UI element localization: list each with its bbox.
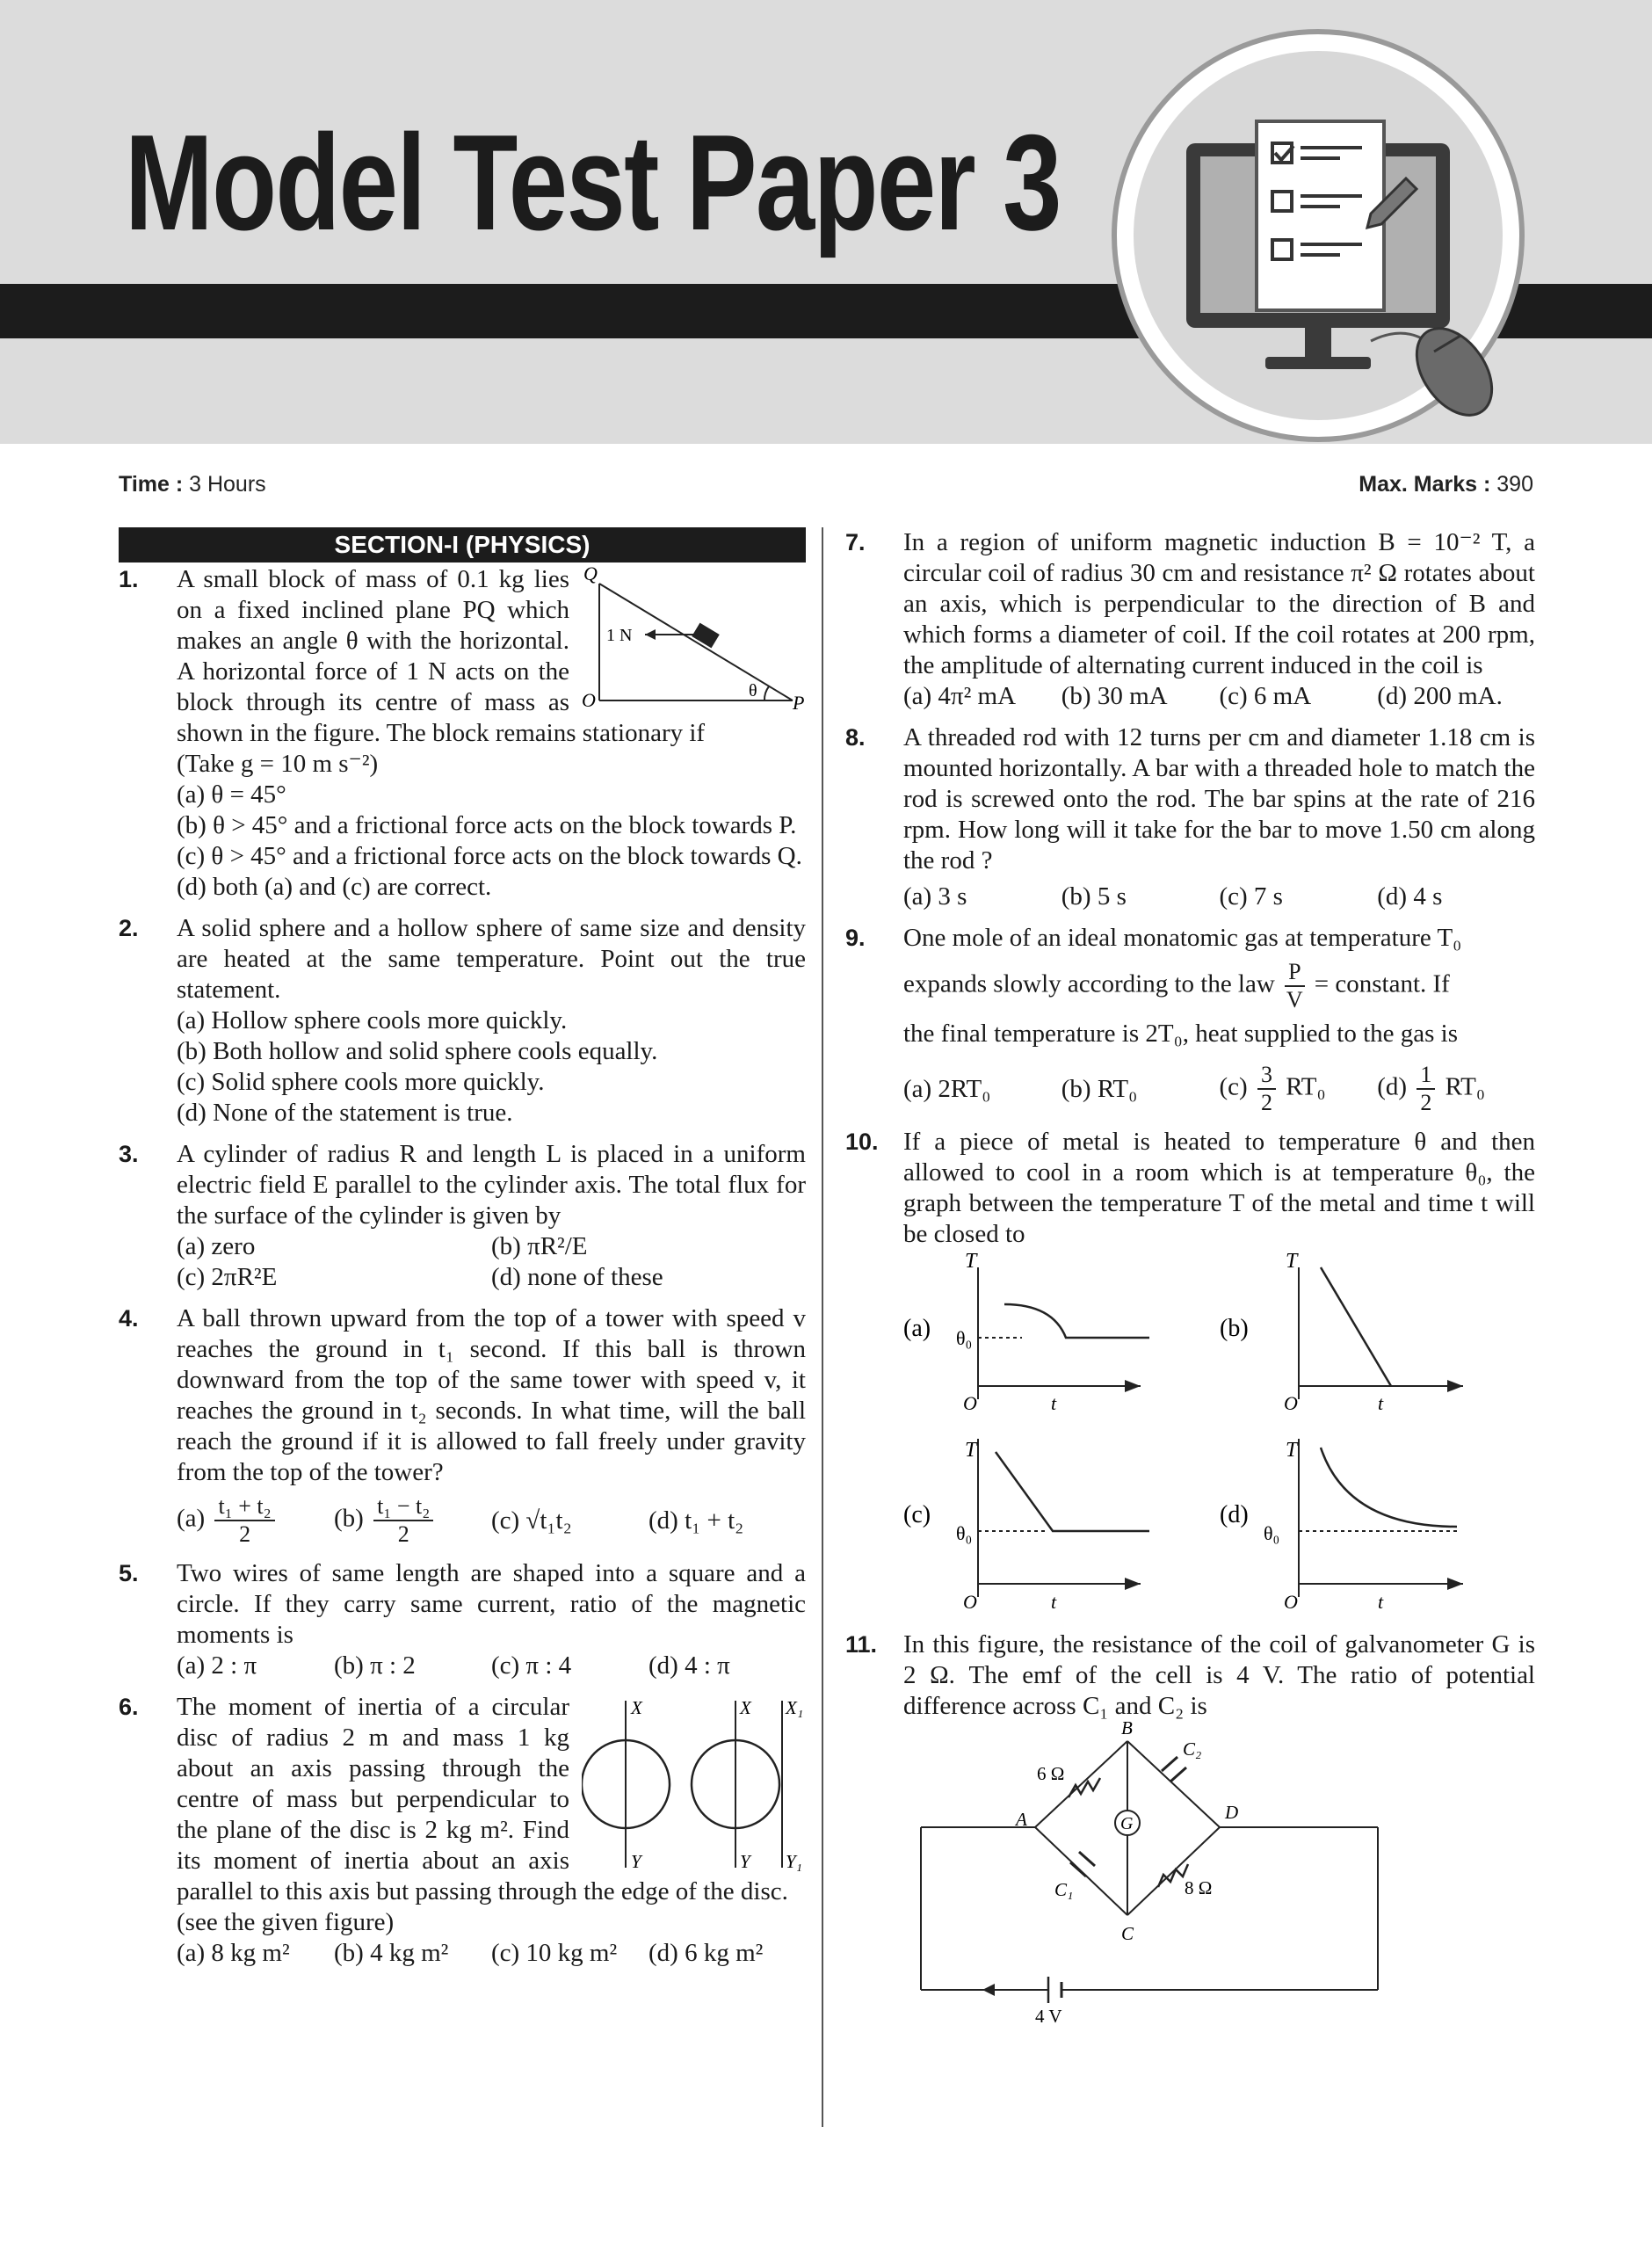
origin: O [1284, 1392, 1298, 1414]
question-10 [845, 1127, 1535, 1619]
disc-axes-figure [582, 1692, 806, 1876]
axis-t: T [1286, 1439, 1298, 1462]
option-a: (a) Hollow sphere cools more quickly. [177, 1006, 568, 1034]
time: t [1378, 1591, 1384, 1613]
test-computer-emblem [1107, 25, 1529, 446]
question-number: 3. [119, 1141, 139, 1167]
option-b: (b) π : 2 [334, 1651, 416, 1680]
question-11 [845, 1629, 1535, 2029]
question-text-line-1: One mole of an ideal monatomic gas at temperature T₀ [903, 924, 1462, 952]
label-q: Q [583, 564, 598, 584]
numerator: P [1285, 959, 1304, 987]
question-number: 10. [845, 1129, 879, 1155]
question-text: If a piece of metal is heated to temperature θ and then allowed to cool in a room which is at temperature θ₀, the graph between the temperature T of the metal and time t will be closed to [903, 1128, 1535, 1248]
option-c [1220, 1062, 1378, 1116]
label-x1: X₁ [786, 1697, 804, 1718]
label-angle: θ [749, 681, 757, 700]
option-c: (c) 7 s [1219, 882, 1283, 911]
question-number: 4. [119, 1305, 139, 1332]
emf-label: 4 V [1035, 2006, 1062, 2027]
node-d: D [1225, 1802, 1239, 1823]
label-x: X [631, 1697, 642, 1718]
option-tail: RT₀ [1286, 1072, 1326, 1101]
options-row [903, 1062, 1535, 1116]
question-note: (see the given figure) [177, 1908, 395, 1936]
node-a: A [1016, 1809, 1027, 1830]
option-d: (d) 200 mA. [1377, 682, 1503, 710]
fraction [1417, 1062, 1435, 1116]
question-number: 2. [119, 915, 139, 941]
options-row [177, 1493, 806, 1548]
label-x-2: X [740, 1697, 751, 1718]
capacitor-c1-label: C₁ [1054, 1879, 1074, 1900]
time-info [119, 472, 266, 497]
denominator: 2 [397, 1521, 409, 1547]
origin: O [963, 1591, 977, 1613]
option-b: (b) θ > 45° and a frictional force acts on the block towards P. [177, 811, 797, 839]
column-divider [822, 527, 823, 2127]
law-text: expands slowly according to the law [903, 969, 1275, 998]
question-1 [119, 564, 806, 903]
option-d: (d) t₁ + t₂ [648, 1506, 744, 1535]
galvanometer-label: G [1120, 1814, 1134, 1833]
label-force: 1 N [606, 626, 633, 645]
origin: O [963, 1392, 977, 1414]
option-d: (d) None of the statement is true. [177, 1099, 513, 1127]
question-number: 9. [845, 925, 866, 951]
option-label: (b) [334, 1504, 364, 1533]
marks-label: Max. Marks : [1359, 472, 1491, 497]
theta0: θ₀ [1264, 1522, 1280, 1544]
question-7 [845, 527, 1535, 712]
question-text: A small block of mass of 0.1 kg lies on a fixed inclined plane PQ which makes an angle θ with the horizontal. A horizontal force of 1 N acts on the block through its centre of mass as shown in the figure. The block remains stationary if [177, 565, 706, 747]
option-a: (a) 2 : π [177, 1651, 257, 1680]
question-text: In a region of uniform magnetic induction B = 10⁻² T, a circular coil of radius 30 cm and resistance π² Ω rotates about an axis, which is perpendicular to the direction of B and which forms a diameter of coil. If the coil rotates at 200 rpm, the amplitude of alternating current induced in the coil is [903, 528, 1535, 679]
label-y-2: Y [740, 1851, 750, 1872]
time: t [1051, 1392, 1057, 1414]
question-6 [119, 1692, 806, 1969]
node-c: C [1121, 1923, 1134, 1944]
option-b: (b) 5 s [1061, 882, 1127, 911]
marks-info [1359, 472, 1533, 497]
label-b: (b) [1220, 1315, 1249, 1342]
option-label: (c) [1219, 1072, 1248, 1101]
question-number: 5. [119, 1560, 139, 1586]
label-o: O [582, 689, 596, 711]
label-y: Y [631, 1851, 641, 1872]
numerator: t₁ + t₂ [214, 1493, 274, 1521]
bridge-circuit [903, 1722, 1535, 2029]
label-p: P [793, 692, 805, 714]
question-number: 7. [845, 529, 866, 555]
option-c: (c) 2πR²E [177, 1263, 278, 1291]
option-label: (d) [1377, 1072, 1408, 1101]
label-d: (d) [1220, 1501, 1249, 1528]
label-y1: Y₁ [786, 1851, 802, 1872]
time: t [1378, 1392, 1384, 1414]
question-number: 1. [119, 566, 139, 592]
axis-t: T [965, 1250, 977, 1273]
option-c: (c) √t₁t₂ [491, 1506, 572, 1535]
page-title: Model Test Paper 3 [125, 106, 1061, 258]
question-number: 8. [845, 724, 866, 751]
section-heading: SECTION-I (PHYSICS) [119, 527, 806, 562]
left-column [119, 527, 806, 1979]
question-3 [119, 1139, 806, 1293]
question-4 [119, 1303, 806, 1548]
axis-t: T [1286, 1250, 1298, 1273]
numerator: 1 [1417, 1062, 1435, 1090]
option-d [1377, 1062, 1535, 1116]
question-text-line-2 [903, 959, 1535, 1013]
resistor-6-label: 6 Ω [1037, 1763, 1065, 1784]
question-text: A ball thrown upward from the top of a tower with speed v reaches the ground in t₁ second. If this ball is thrown downward from the top of the same tower with speed v, it reaches the ground in t₂ seconds. In what time, will the ball reach the ground if it is allowed to fall freely under gravity from the top of the tower? [177, 1304, 806, 1486]
option-a: (a) 2RT₀ [903, 1074, 991, 1103]
question-8 [845, 722, 1535, 912]
law-tail: = constant. If [1314, 969, 1450, 998]
options-row [903, 681, 1535, 712]
option-d: (d) none of these [491, 1263, 663, 1291]
numerator: 3 [1257, 1062, 1276, 1090]
origin: O [1284, 1591, 1298, 1613]
option-d: (d) 4 s [1377, 882, 1443, 911]
options-grid [177, 1231, 806, 1293]
question-5 [119, 1558, 806, 1681]
option-c: (c) Solid sphere cools more quickly. [177, 1068, 545, 1096]
numerator: t₁ − t₂ [373, 1493, 433, 1521]
fraction [214, 1493, 274, 1548]
question-text: Two wires of same length are shaped into a square and a circle. If they carry same current, ratio of the magnetic moments is [177, 1559, 806, 1649]
option-a: (a) 3 s [903, 882, 967, 911]
theta0: θ₀ [956, 1522, 973, 1544]
option-d: (d) 6 kg m² [648, 1939, 764, 1967]
denominator: 2 [1260, 1090, 1272, 1115]
fraction [373, 1493, 433, 1548]
option-b: (b) πR²/E [491, 1232, 588, 1260]
denominator: V [1286, 987, 1303, 1012]
option-b: (b) RT₀ [1061, 1074, 1138, 1103]
denominator: 2 [239, 1521, 251, 1547]
options-row [177, 1651, 806, 1681]
resistor-8-label: 8 Ω [1185, 1877, 1213, 1898]
marks-value: 390 [1496, 472, 1533, 497]
option-b: (b) Both hollow and solid sphere cools equally. [177, 1037, 658, 1065]
question-2 [119, 913, 806, 1129]
time-value: 3 Hours [189, 472, 266, 497]
question-text-line-3: the final temperature is 2T₀, heat supplied to the gas is [903, 1020, 1459, 1048]
node-b: B [1121, 1722, 1133, 1738]
denominator: 2 [1420, 1090, 1432, 1115]
option-c: (c) 6 mA [1219, 682, 1312, 710]
right-column [845, 527, 1535, 2040]
law-fraction [1285, 959, 1304, 1013]
option-b: (b) 30 mA [1061, 682, 1168, 710]
time: t [1051, 1591, 1057, 1613]
option-c: (c) θ > 45° and a frictional force acts on the block towards Q. [177, 842, 802, 870]
option-b [334, 1493, 491, 1548]
question-note: (Take g = 10 m s⁻²) [177, 750, 379, 778]
question-text: A cylinder of radius R and length L is placed in a uniform electric field E parallel to the cylinder axis. The total flux for the surface of the cylinder is given by [177, 1140, 806, 1230]
fraction [1257, 1062, 1276, 1116]
option-c: (c) 10 kg m² [491, 1939, 618, 1967]
question-text: The moment of inertia of a circular disc of radius 2 m and mass 1 kg about an axis passing through the centre of mass but perpendicular to the plane of the disc is 2 kg m². Find its moment of inertia about an axis parallel to this axis but passing through the edge of the disc. [177, 1693, 788, 1905]
option-a: (a) 4π² mA [903, 682, 1017, 710]
inclined-plane-figure [582, 564, 806, 714]
option-a: (a) 8 kg m² [177, 1939, 290, 1967]
question-number: 11. [845, 1631, 878, 1658]
option-d: (d) both (a) and (c) are correct. [177, 873, 492, 901]
capacitor-c2-label: C₂ [1183, 1738, 1202, 1760]
question-text: A threaded rod with 12 turns per cm and diameter 1.18 cm is mounted horizontally. A bar with a threaded hole to match the rod is screwed onto the rod. The bar spins at the rate of 216 rpm. How long will it take for the bar to move 1.50 cm along the rod ? [903, 723, 1535, 875]
option-label: (a) [177, 1504, 206, 1533]
question-text: A solid sphere and a hollow sphere of same size and density are heated at the same temperature. Point out the true statement. [177, 914, 806, 1004]
theta0: θ₀ [956, 1327, 973, 1349]
option-a: (a) θ = 45° [177, 780, 286, 809]
option-c: (c) π : 4 [491, 1651, 572, 1680]
time-label: Time : [119, 472, 184, 497]
cooling-graphs [903, 1250, 1535, 1619]
question-number: 6. [119, 1694, 139, 1720]
options-row [177, 1938, 806, 1969]
question-9 [845, 923, 1535, 1116]
option-b: (b) 4 kg m² [334, 1939, 449, 1967]
label-a: (a) [903, 1315, 931, 1342]
axis-t: T [965, 1439, 977, 1462]
option-a [177, 1493, 334, 1548]
options-row [903, 882, 1535, 912]
option-tail: RT₀ [1445, 1072, 1486, 1101]
option-a: (a) zero [177, 1232, 256, 1260]
question-text: In this figure, the resistance of the coil of galvanometer G is 2 Ω. The emf of the cell is 4 V. The ratio of potential difference across C₁ and C₂ is [903, 1630, 1535, 1720]
option-d: (d) 4 : π [648, 1651, 730, 1680]
label-c: (c) [903, 1501, 931, 1528]
